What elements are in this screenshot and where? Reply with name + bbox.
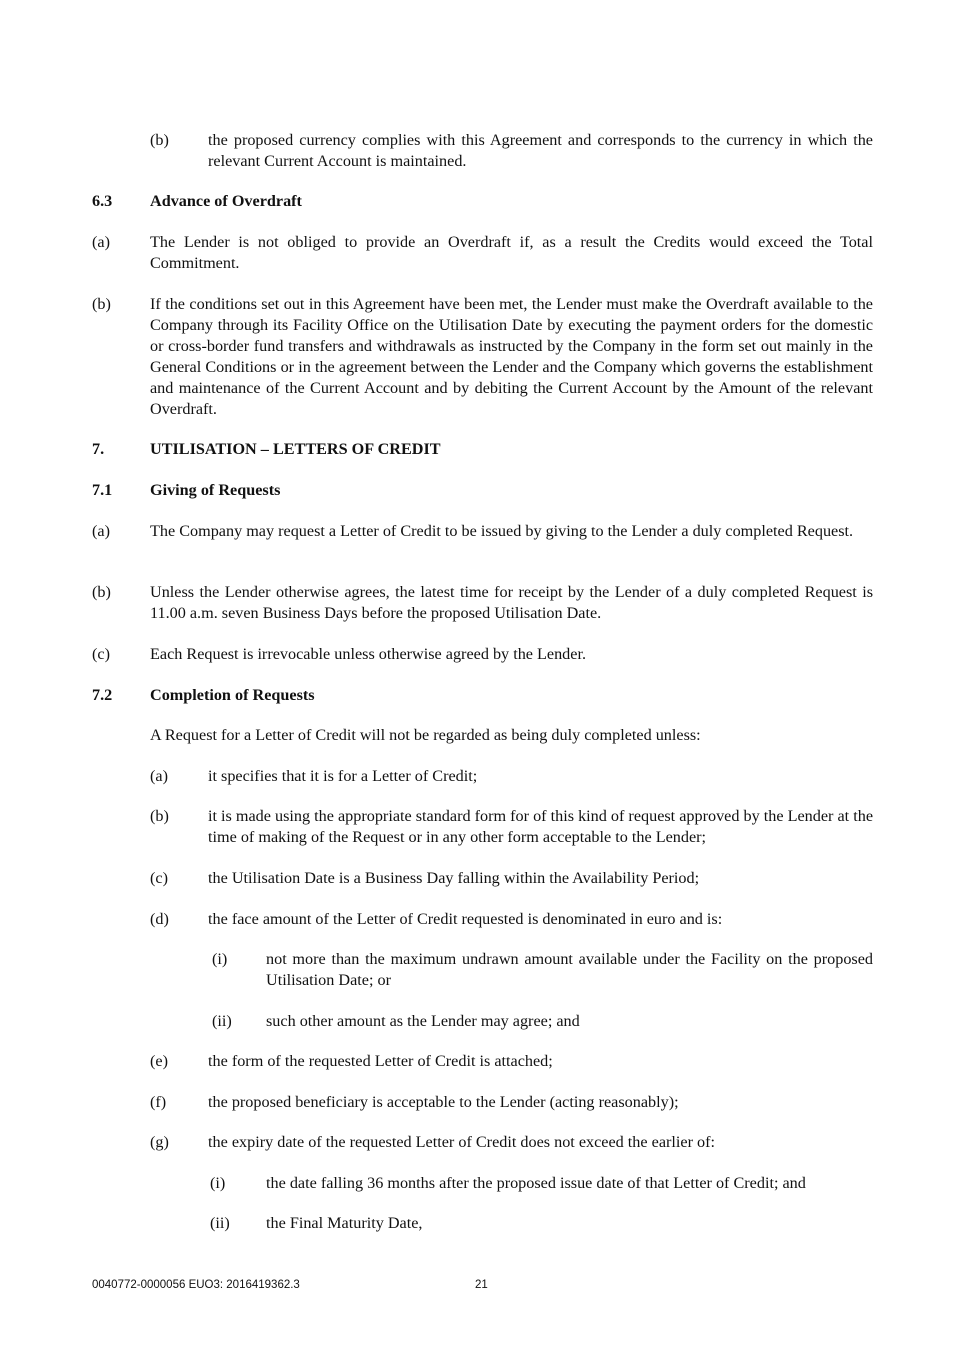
section-heading: Completion of Requests [150, 686, 315, 704]
intro-paragraph: A Request for a Letter of Credit will not be regarded as being duly completed unless: [150, 726, 701, 744]
clause-label: (g) [150, 1133, 169, 1151]
clause-label: (d) [150, 910, 169, 928]
clause-text: the proposed beneficiary is acceptable to the Lender (acting reasonably); [208, 1093, 679, 1111]
section-number: 7.2 [92, 686, 113, 704]
clause-text: the proposed currency complies with this Agreement and corresponds to the currency in which the relevant Current Account is maintained. [208, 131, 873, 170]
clause-text: Each Request is irrevocable unless otherwise agreed by the Lender. [150, 645, 587, 663]
clause-label: (c) [150, 869, 168, 887]
clause-label: (a) [92, 522, 110, 540]
footer-doc-reference: 0040772-0000056 EUO3: 2016419362.3 [92, 1279, 300, 1291]
clause-text: it specifies that it is for a Letter of Credit; [208, 767, 478, 785]
section-heading: Giving of Requests [150, 481, 281, 499]
subclause-label: (i) [212, 950, 228, 968]
clause-text: it is made using the appropriate standard form for of this kind of request approved by the Lender at the time of making of the Request or in any other form acceptable to the Lender; [208, 807, 873, 846]
subclause-label: (i) [210, 1174, 226, 1192]
section-number: 6.3 [92, 192, 113, 210]
subclause-text: not more than the maximum undrawn amount available under the Facility on the proposed Utilisation Date; or [266, 950, 873, 989]
subclause-label: (ii) [210, 1214, 230, 1232]
clause-label: (a) [92, 233, 110, 251]
clause-text: The Lender is not obliged to provide an Overdraft if, as a result the Credits would exceed the Total Commitment. [150, 233, 873, 272]
clause-label: (c) [92, 645, 110, 663]
section-number: 7.1 [92, 481, 113, 499]
clause-label: (b) [150, 807, 169, 825]
clause-text: the Utilisation Date is a Business Day falling within the Availability Period; [208, 869, 700, 887]
clause-label: (f) [150, 1093, 167, 1111]
clause-label: (e) [150, 1052, 168, 1070]
clause-text: the expiry date of the requested Letter of Credit does not exceed the earlier of: [208, 1133, 715, 1151]
clause-label: (a) [150, 767, 168, 785]
section-heading: UTILISATION – LETTERS OF CREDIT [150, 440, 441, 458]
subclause-text: such other amount as the Lender may agree; and [266, 1012, 580, 1030]
clause-text: the face amount of the Letter of Credit requested is denominated in euro and is: [208, 910, 723, 928]
clause-label: (b) [150, 131, 169, 149]
subclause-text: the date falling 36 months after the proposed issue date of that Letter of Credit; and [266, 1174, 806, 1192]
page-number: 21 [475, 1279, 488, 1291]
clause-label: (b) [92, 295, 111, 313]
clause-text: the form of the requested Letter of Credit is attached; [208, 1052, 553, 1070]
clause-text: Unless the Lender otherwise agrees, the latest time for receipt by the Lender of a duly completed Request is 11.00 a.m. seven Business Days before the proposed Utilisation Date. [150, 583, 873, 622]
section-heading: Advance of Overdraft [150, 192, 302, 210]
clause-text: If the conditions set out in this Agreement have been met, the Lender must make the Overdraft available to the Company through its Facility Office on the Utilisation Date by executing the payment orders for the domestic or cross-border fund transfers and withdrawals as instructed by the Company in the form set out mainly in the General Conditions or in the agreement between the Lender and the Company which governs the establishment and maintenance of the Current Account and by debiting the Current Account by the Amount of the relevant Overdraft. [150, 295, 873, 418]
clause-text: The Company may request a Letter of Credit to be issued by giving to the Lender a duly completed Request. [150, 522, 854, 540]
subclause-text: the Final Maturity Date, [266, 1214, 423, 1232]
section-number: 7. [92, 440, 105, 458]
subclause-label: (ii) [212, 1012, 232, 1030]
clause-label: (b) [92, 583, 111, 601]
